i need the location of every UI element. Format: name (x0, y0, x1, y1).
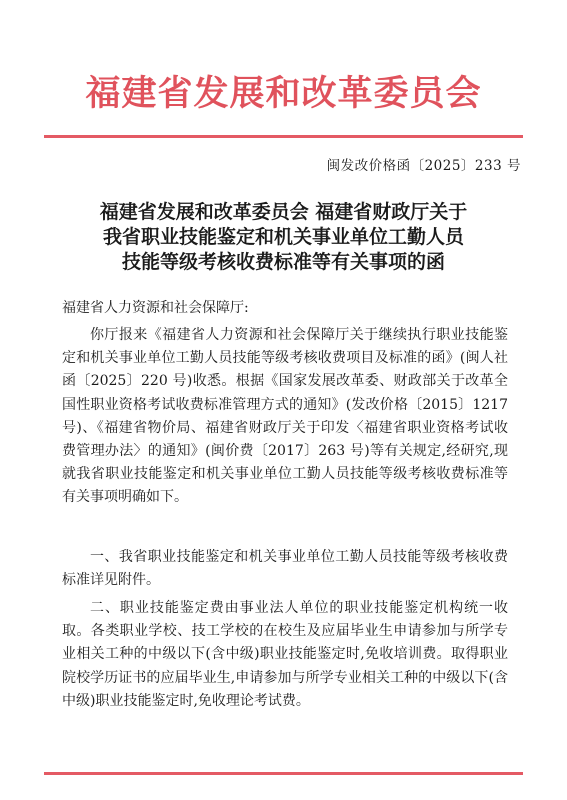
document-number: 闽发改价格函〔2025〕233 号 (326, 158, 521, 174)
document-title (30, 200, 537, 275)
title-line-2: 我省职业技能鉴定和机关事业单位工勤人员 (102, 226, 464, 248)
body-paragraph-2: 一、我省职业技能鉴定和机关事业单位工勤人员技能等级考核收费标准详见附件。 (62, 549, 508, 589)
title-line-3: 技能等级考核收费标准等有关事项的函 (121, 251, 445, 273)
addressee: 福建省人力资源和社会保障厅: (62, 300, 249, 316)
issuing-organization-header: 福建省发展和改革委员会 (85, 73, 482, 114)
header-red-rule (44, 135, 523, 138)
title-line-1: 福建省发展和改革委员会 福建省财政厅关于 (99, 201, 468, 223)
body-paragraph-1: 你厅报来《福建省人力资源和社会保障厅关于继续执行职业技能鉴定和机关事业单位工勤人员技能等级考核收费项目及标准的函》(闽人社函〔2025〕220 号)收悉。根据《国家发展改革委、财政部关于改革全国性职业资格考试收费标准管理方式的通知》(发改价格〔2015〕1217 号)、《福建省物价局、福建省财政厅关于印发〈福建省职业资格考试收费管理办法〉的通知》(闽价费〔2017〕263 号)等有关规定,经研究,现就我省职业技能鉴定和机关事业单位工勤人员技能等级考核收费标准等有关事项明确如下。 (62, 327, 508, 506)
footer-red-rule (44, 772, 523, 775)
body-paragraph-3: 二、职业技能鉴定费由事业法人单位的职业技能鉴定机构统一收取。各类职业学校、技工学校的在校生及应届毕业生申请参加与所学专业相关工种的中级以下(含中级)职业技能鉴定时,免收培训费。取得职业院校学历证书的应届毕业生,申请参加与所学专业相关工种的中级以下(含中级)职业技能鉴定时,免收理论考试费。 (62, 600, 508, 709)
